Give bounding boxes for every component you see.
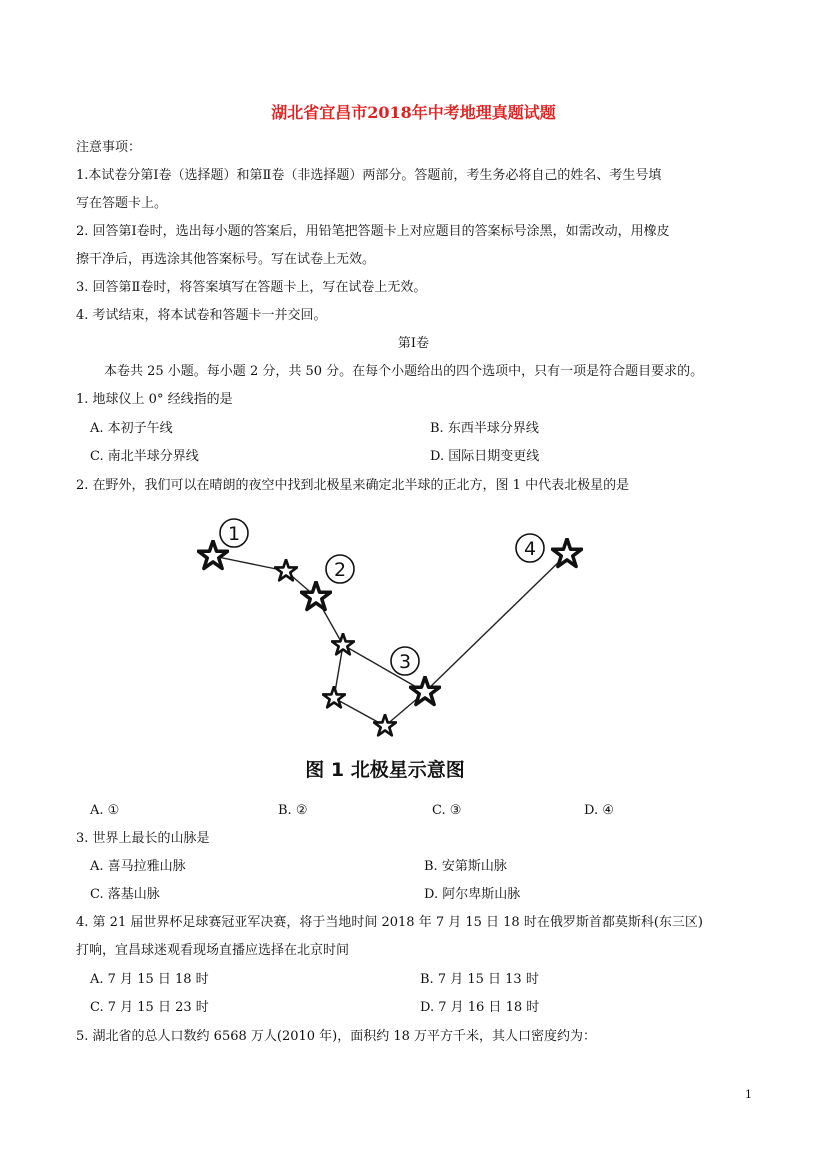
q4-stem-line-2: 打响，宜昌球迷观看现场直播应选择在北京时间 [76, 943, 350, 958]
q3-option-b: B. 安第斯山脉 [424, 859, 507, 874]
q2-option-d: D. ④ [584, 803, 614, 818]
q2-stem: 2. 在野外，我们可以在晴朗的夜空中找到北极星来确定北半球的正北方，图 1 中代表北极星的是 [76, 478, 630, 493]
star-4-icon [552, 539, 581, 567]
q1-stem: 1. 地球仪上 0° 经线指的是 [76, 392, 233, 407]
q4-option-a: A. 7 月 15 日 18 时 [90, 972, 209, 987]
star-icon [374, 715, 396, 736]
label-3: 3 [398, 651, 412, 673]
q1-option-c: C. 南北半球分界线 [90, 449, 199, 464]
north-star-figure [190, 508, 610, 793]
label-2: 2 [333, 559, 347, 581]
q4-option-b: B. 7 月 15 日 13 时 [420, 972, 539, 987]
star-icon [332, 634, 354, 655]
q3-option-c: C. 落基山脉 [90, 887, 160, 902]
q2-option-b: B. ② [278, 803, 308, 818]
label-4: 4 [523, 538, 537, 560]
notice-heading: 注意事项： [76, 140, 142, 155]
q2-option-a: A. ① [90, 803, 120, 818]
constellation-lines [213, 554, 567, 726]
q1-option-d: D. 国际日期变更线 [430, 449, 540, 464]
section-intro: 本卷共 25 小题。每小题 2 分，共 50 分。在每个小题给出的四个选项中，只有一项是符合题目要求的。 [104, 364, 704, 379]
notice-item-2-line-2: 擦干净后，再选涂其他答案标号。写在试卷上无效。 [76, 252, 376, 267]
notice-item-3: 3. 回答第Ⅱ卷时，将答案填写在答题卡上，写在试卷上无效。 [76, 280, 427, 295]
q3-option-a: A. 喜马拉雅山脉 [90, 859, 186, 874]
q4-stem-line-1: 4. 第 21 届世界杯足球赛冠亚军决赛，将于当地时间 2018 年 7 月 15 日 18 时在俄罗斯首都莫斯科(东三区) [76, 915, 703, 930]
q3-stem: 3. 世界上最长的山脉是 [76, 831, 210, 846]
notice-item-2-line-1: 2. 回答第Ⅰ卷时，选出每小题的答案后，用铅笔把答题卡上对应题目的答案标号涂黑，如需改动，用橡皮 [76, 224, 670, 239]
q1-option-a: A. 本初子午线 [90, 421, 173, 436]
q4-option-d: D. 7 月 16 日 18 时 [420, 1000, 540, 1015]
q4-option-c: C. 7 月 15 日 23 时 [90, 1000, 209, 1015]
page-number: 1 [745, 1088, 752, 1101]
star-2-icon [301, 582, 330, 610]
figure-caption: 图 1 北极星示意图 [305, 759, 465, 781]
q1-option-b: B. 东西半球分界线 [430, 421, 539, 436]
q2-option-c: C. ③ [432, 803, 462, 818]
q5-stem: 5. 湖北省的总人口数约 6568 万人(2010 年)，面积约 18 万平方千米，其人口密度约为： [76, 1029, 597, 1044]
star-icon [323, 687, 345, 708]
notice-item-1-line-2: 写在答题卡上。 [76, 196, 168, 211]
page-title: 湖北省宜昌市2018年中考地理真题试题 [271, 103, 556, 122]
q3-option-d: D. 阿尔卑斯山脉 [424, 887, 521, 902]
star-1-icon [198, 541, 227, 569]
notice-item-4: 4. 考试结束，将本试卷和答题卡一并交回。 [76, 308, 327, 323]
section-title: 第Ⅰ卷 [397, 336, 430, 351]
label-1: 1 [227, 523, 241, 545]
notice-item-1-line-1: 1.本试卷分第Ⅰ卷（选择题）和第Ⅱ卷（非选择题）两部分。答题前，考生务必将自己的姓名、考生号填 [76, 168, 662, 183]
